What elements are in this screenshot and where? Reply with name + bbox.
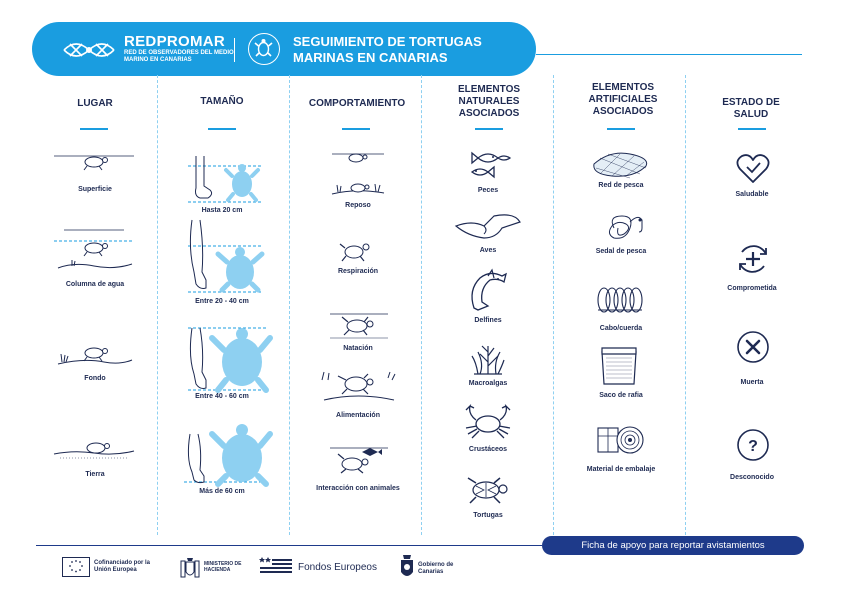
heading-lugar: LUGAR xyxy=(77,98,113,109)
label-entre-20-40: Entre 20 - 40 cm xyxy=(195,298,249,305)
label-superficie: Superficie xyxy=(78,186,112,193)
raffia-sack-icon xyxy=(598,346,640,388)
redpromar-logo-icon xyxy=(62,36,116,64)
label-red-pesca: Red de pesca xyxy=(598,182,644,189)
behavior-animal-interaction-icon xyxy=(330,442,388,476)
behavior-rest-icon xyxy=(330,150,386,198)
behavior-swimming-icon xyxy=(330,310,388,340)
turtle-water-column-icon xyxy=(54,228,134,274)
heading-rule xyxy=(208,128,236,130)
footer-note: Ficha de apoyo para reportar avistamientos xyxy=(542,536,804,555)
label-respiracion: Respiración xyxy=(337,268,379,275)
dolphin-icon xyxy=(468,270,508,312)
turtle-bottom-icon xyxy=(54,340,134,368)
column-divider xyxy=(289,75,290,535)
heading-rule xyxy=(80,128,108,130)
turtle-badge-icon xyxy=(248,33,280,65)
behavior-feeding-icon xyxy=(318,370,398,406)
turtle-land-icon xyxy=(54,438,134,464)
compromised-health-icon xyxy=(736,242,770,276)
label-aves: Aves xyxy=(479,247,497,254)
label-muerta: Muerta xyxy=(740,379,764,386)
fondos-europeos-text: Fondos Europeos xyxy=(298,562,377,573)
rope-coil-icon xyxy=(594,286,646,316)
label-tortugas: Tortugas xyxy=(473,512,503,519)
spain-coat-of-arms-icon xyxy=(178,556,202,580)
behavior-breathing-icon xyxy=(336,238,380,264)
brand-subtitle: RED DE OBSERVADORES DEL MEDIO MARINO EN CANARIAS xyxy=(124,50,234,63)
heading-rule xyxy=(475,128,503,130)
gobierno-canarias-crest-icon xyxy=(398,554,416,580)
label-fondo: Fondo xyxy=(84,375,106,382)
heading-estado-salud: ESTADO DE SALUD xyxy=(722,97,780,120)
header-divider xyxy=(234,38,235,62)
fishing-net-icon xyxy=(590,150,650,178)
ministry-text: MINISTERIO DE HACIENDA xyxy=(204,561,242,573)
column-divider xyxy=(157,75,158,535)
heading-elementos-artificiales: ELEMENTOS ARTIFICIALES ASOCIADOS xyxy=(588,82,658,117)
unknown-question-icon xyxy=(736,428,770,462)
label-peces: Peces xyxy=(477,187,499,194)
label-cabo-cuerda: Cabo/cuerda xyxy=(599,325,643,332)
label-mas-60: Más de 60 cm xyxy=(199,488,245,495)
label-sedal-pesca: Sedal de pesca xyxy=(595,248,647,255)
heading-rule xyxy=(738,128,766,130)
footer-rule xyxy=(36,545,542,546)
heading-tamano: TAMAÑO xyxy=(200,96,244,107)
label-desconocido: Desconocido xyxy=(730,474,774,481)
label-hasta-20: Hasta 20 cm xyxy=(201,207,243,214)
turtle-surface-icon xyxy=(54,150,134,174)
label-columna-agua: Columna de agua xyxy=(65,281,125,288)
label-crustaceos: Crustáceos xyxy=(468,446,508,453)
dead-x-icon xyxy=(736,330,770,364)
size-hand-20-icon xyxy=(186,154,266,204)
packing-material-icon xyxy=(596,424,644,456)
turtle-icon xyxy=(462,476,514,506)
column-divider xyxy=(421,75,422,535)
label-material-embalaje: Material de embalaje xyxy=(586,466,656,473)
heart-check-icon xyxy=(736,152,770,186)
label-entre-40-60: Entre 40 - 60 cm xyxy=(195,393,249,400)
bird-icon xyxy=(454,214,522,242)
header-rule xyxy=(536,54,802,55)
heading-rule xyxy=(342,128,370,130)
eu-flag-icon xyxy=(62,557,90,577)
fondos-europeos-logo-icon xyxy=(258,555,294,577)
column-divider xyxy=(553,75,554,535)
size-arm-over-60-icon xyxy=(182,420,270,486)
label-delfines: Delfines xyxy=(474,317,502,324)
gobierno-canarias-text: Gobierno de Canarias xyxy=(418,562,454,575)
label-interaccion-animales: Interacción con animales xyxy=(316,485,400,492)
size-arm-60-icon xyxy=(182,320,270,392)
size-arm-40-icon xyxy=(186,218,266,294)
label-comprometida: Comprometida xyxy=(727,285,777,292)
heading-rule xyxy=(607,128,635,130)
label-tierra: Tierra xyxy=(85,471,105,478)
fishing-line-icon xyxy=(604,210,648,246)
column-divider xyxy=(685,75,686,535)
svg-text:?: ? xyxy=(748,438,758,455)
label-reposo: Reposo xyxy=(345,202,371,209)
label-macroalgas: Macroalgas xyxy=(468,380,508,387)
heading-elementos-naturales: ELEMENTOS NATURALES ASOCIADOS xyxy=(457,84,521,119)
label-saludable: Saludable xyxy=(735,191,769,198)
heading-comportamiento: COMPORTAMIENTO xyxy=(308,98,406,109)
crab-icon xyxy=(462,404,514,440)
label-natacion: Natación xyxy=(343,345,373,352)
eu-cofinanced-text: Cofinanciado por la Unión Europea xyxy=(94,560,151,573)
seaweed-icon xyxy=(470,342,506,376)
fish-icon xyxy=(466,150,512,180)
label-alimentacion: Alimentación xyxy=(336,412,380,419)
page-title: SEGUIMIENTO DE TORTUGAS MARINAS EN CANARIAS xyxy=(293,34,482,65)
brand-title: REDPROMAR xyxy=(124,33,226,50)
label-saco-rafia: Saco de rafia xyxy=(599,392,643,399)
